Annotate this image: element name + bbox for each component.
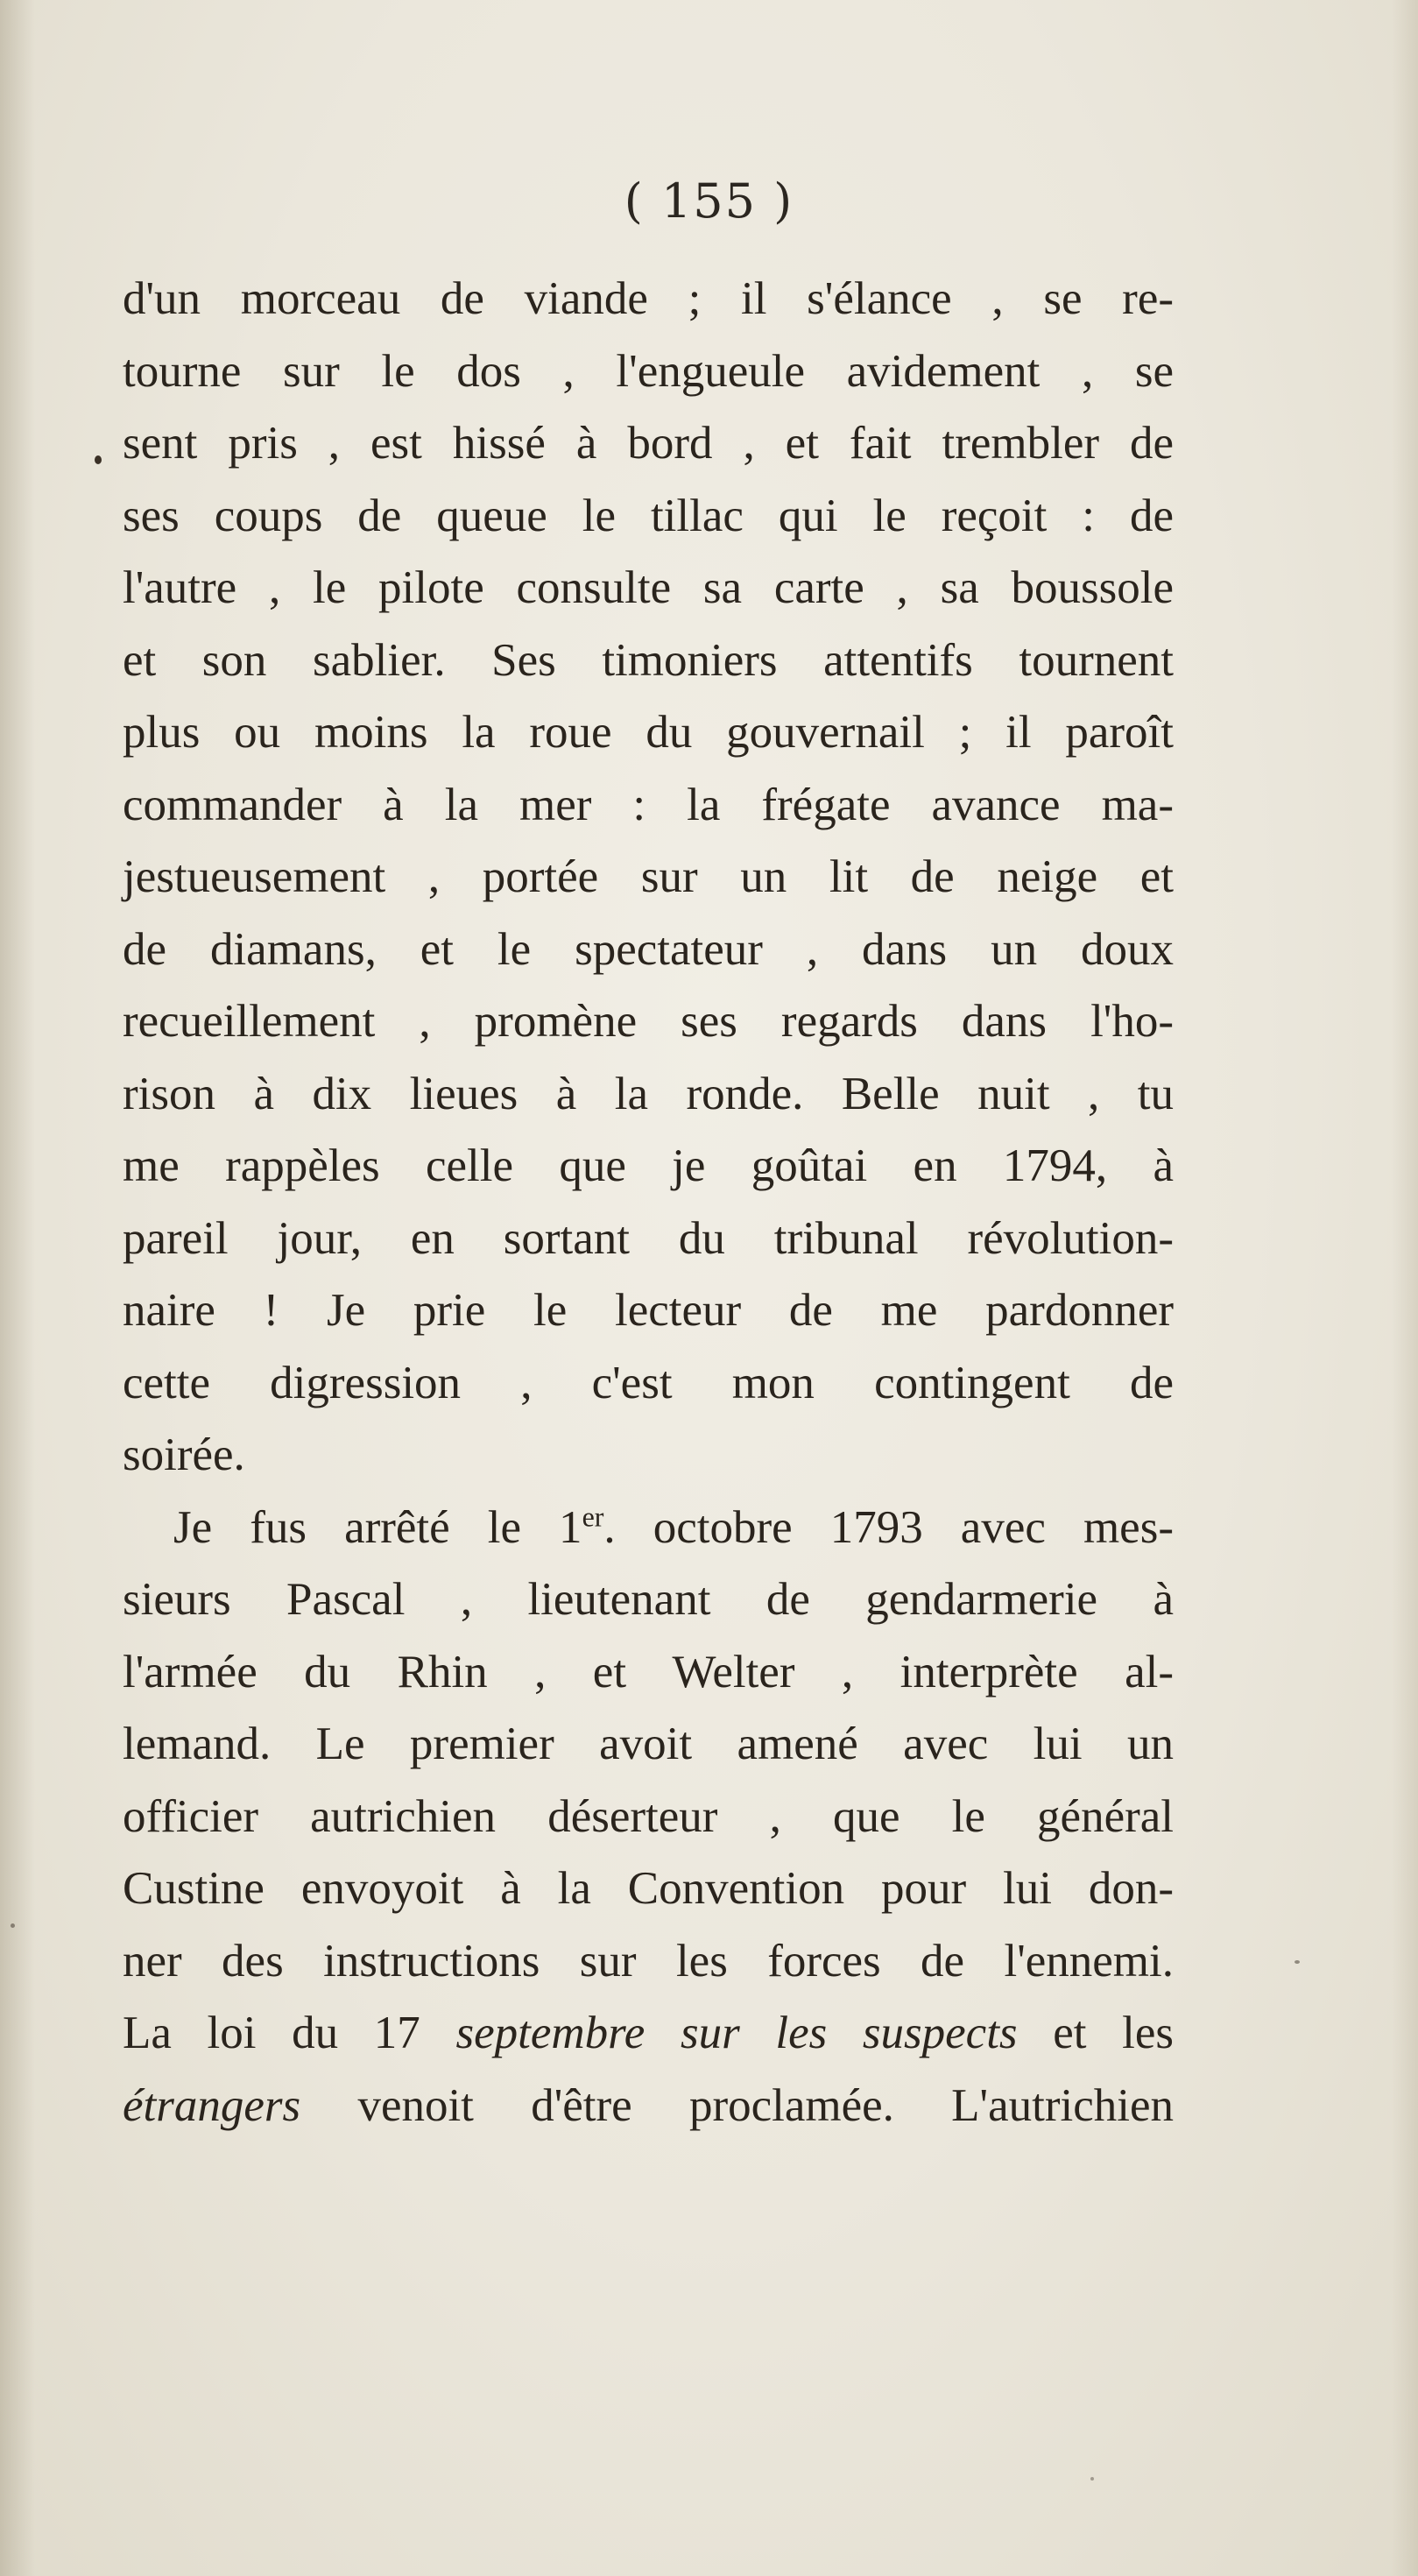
text-run: Je fus arrêté le 1 <box>173 1501 582 1553</box>
text-run: sent pris , est hissé à bord , et fait trembler de <box>123 418 1174 469</box>
text-line <box>123 1925 1174 1998</box>
text-line <box>123 769 1174 842</box>
text-line <box>123 1130 1174 1203</box>
page-number: ( 155 ) <box>624 173 794 229</box>
text-run: plus ou moins la roue du gouvernail ; il paroît <box>123 707 1174 758</box>
text-run: de diamans, et le spectateur , dans un doux <box>123 923 1174 975</box>
text-run: soirée. <box>123 1429 245 1480</box>
text-line <box>123 1274 1174 1347</box>
text-run: Custine envoyoit à la Convention pour lui don- <box>123 1863 1174 1914</box>
italic-run: étrangers <box>123 2079 301 2131</box>
text-line <box>123 1347 1174 1420</box>
text-run: cette digression , c'est mon contingent de <box>123 1357 1174 1408</box>
text-run: ses coups de queue le tillac qui le reçoit : de <box>123 490 1174 541</box>
text-run: pareil jour, en sortant du tribunal révolution- <box>123 1212 1174 1264</box>
text-run: naire ! Je prie le lecteur de me pardonner <box>123 1285 1174 1336</box>
text-run: venoit d'être proclamée. L'autrichien <box>300 2079 1174 2131</box>
text-run: commander à la mer : la frégate avance ma- <box>123 779 1174 830</box>
text-run: . octobre 1793 avec mes- <box>603 1501 1174 1553</box>
page-edge-shadow-left <box>0 0 35 2576</box>
text-line <box>123 1997 1174 2070</box>
text-line <box>123 263 1174 335</box>
text-line <box>123 985 1174 1058</box>
text-line <box>123 1708 1174 1781</box>
text-run: l'autre , le pilote consulte sa carte , sa boussole <box>123 562 1174 613</box>
text-line <box>123 335 1174 408</box>
page-edge-shadow-right <box>1392 0 1418 2576</box>
text-line <box>123 1636 1174 1709</box>
text-line <box>123 407 1174 480</box>
text-run: officier autrichien déserteur , que le général <box>123 1790 1174 1842</box>
text-run: l'armée du Rhin , et Welter , interprète al- <box>123 1646 1174 1697</box>
text-line <box>123 552 1174 625</box>
text-run: rison à dix lieues à la ronde. Belle nuit , tu <box>123 1068 1174 1119</box>
text-line <box>123 1492 1174 1564</box>
body-text <box>123 263 1174 2142</box>
text-run: et son sablier. Ses timoniers attentifs tournent <box>123 634 1174 686</box>
text-line <box>123 1419 1174 1492</box>
text-line <box>123 1058 1174 1131</box>
ink-speck <box>95 455 102 464</box>
text-run: jestueusement , portée sur un lit de neige et <box>123 851 1174 902</box>
text-line <box>123 1853 1174 1925</box>
ink-speck <box>1090 2477 1094 2481</box>
text-line <box>123 1781 1174 1853</box>
text-run: lemand. Le premier avoit amené avec lui un <box>123 1719 1174 1769</box>
text-run: ner des instructions sur les forces de l'ennemi. <box>123 1935 1174 1987</box>
italic-run: septembre sur les suspects <box>455 2008 1018 2058</box>
text-line <box>123 914 1174 986</box>
text-run: sieurs Pascal , lieutenant de gendarmerie à <box>123 1574 1174 1625</box>
text-run: d'un morceau de viande ; il s'élance , se re- <box>123 273 1174 324</box>
text-run: La loi du 17 <box>123 2008 456 2058</box>
text-run: me rappèles celle que je goûtai en 1794, à <box>123 1140 1174 1191</box>
text-line <box>123 2070 1174 2142</box>
text-line <box>123 841 1174 914</box>
text-run: tourne sur le dos , l'engueule avidement , se <box>123 345 1174 397</box>
text-run: recueillement , promène ses regards dans l'ho- <box>123 996 1174 1047</box>
text-line <box>123 625 1174 697</box>
ink-speck <box>1295 1960 1300 1964</box>
text-line <box>123 480 1174 553</box>
text-run: et les <box>1017 2008 1174 2058</box>
text-line <box>123 1563 1174 1636</box>
text-line <box>123 1203 1174 1275</box>
ink-speck <box>11 1923 15 1928</box>
superscript-run: er <box>582 1500 604 1532</box>
text-line <box>123 696 1174 769</box>
